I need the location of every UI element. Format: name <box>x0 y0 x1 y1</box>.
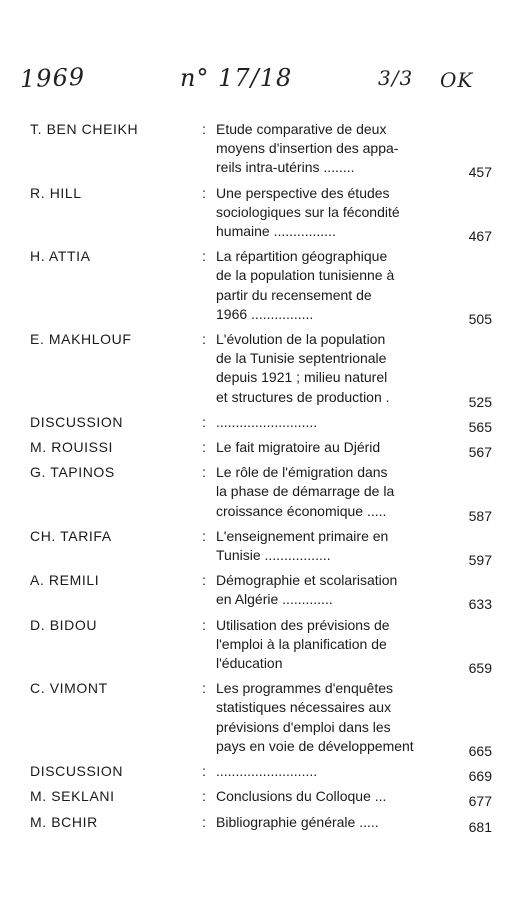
toc-page-number: 567 <box>468 444 492 461</box>
toc-title-line: partir du recensement de <box>216 286 372 303</box>
toc-title-line: pays en voie de développement <box>216 737 414 754</box>
toc-title-line: Etude comparative de deux <box>216 121 387 137</box>
toc-author: H. ATTIA <box>30 248 91 265</box>
toc-title <box>216 438 422 457</box>
toc-title-line: la phase de démarrage de la <box>216 483 395 500</box>
toc-title-line: Le fait migratoire au Djérid <box>216 439 381 456</box>
toc-separator: : <box>202 763 206 780</box>
toc-page-number: 597 <box>468 552 492 569</box>
toc-entry <box>30 787 498 810</box>
toc-separator: : <box>202 813 206 830</box>
handwritten-part: 3/3 <box>378 66 414 90</box>
toc-page-number: 665 <box>468 742 492 759</box>
toc-entry <box>30 616 498 677</box>
toc-separator: : <box>202 616 206 633</box>
toc-separator: : <box>202 413 206 430</box>
toc-title <box>216 184 422 242</box>
toc-author: M. SEKLANI <box>30 788 115 805</box>
toc-author: DISCUSSION <box>30 763 124 780</box>
toc-title-line: L'évolution de la population <box>216 331 386 348</box>
toc-title <box>216 527 422 565</box>
handwritten-ok-mark: OK <box>440 68 474 92</box>
toc-title-line: et structures de production . <box>216 388 390 405</box>
toc-title-line: Tunisie ................. <box>216 547 331 564</box>
toc-page-number: 505 <box>468 310 492 327</box>
toc-title-line: Bibliographie générale ..... <box>216 813 379 830</box>
toc-title <box>216 330 422 407</box>
toc-title-line: L'enseignement primaire en <box>216 527 389 544</box>
toc-page-number: 457 <box>468 164 492 181</box>
toc-author: CH. TARIFA <box>30 527 112 544</box>
toc-title-line: moyens d'insertion des appa- <box>216 140 399 157</box>
toc-author: C. VIMONT <box>30 680 108 697</box>
toc-entry <box>30 762 498 785</box>
toc-entry <box>30 247 498 327</box>
toc-author: G. TAPINOS <box>30 464 115 481</box>
toc-title-line: La répartition géographique <box>216 248 388 265</box>
toc-page-number: 681 <box>468 818 492 835</box>
toc-separator: : <box>202 184 206 201</box>
toc-page-number: 659 <box>468 660 492 677</box>
toc-separator: : <box>202 464 206 481</box>
toc-author: R. HILL <box>30 184 82 201</box>
toc-separator: : <box>202 331 206 348</box>
toc-title-line: l'éducation <box>216 655 283 672</box>
toc-title <box>216 813 422 832</box>
toc-title-line: .......................... <box>216 413 318 430</box>
toc-separator: : <box>202 572 206 589</box>
toc-title-line: reils intra-utérins ........ <box>216 159 355 176</box>
toc-separator: : <box>202 248 206 265</box>
handwritten-year: 1969 <box>19 62 86 94</box>
toc-entry <box>30 413 498 435</box>
toc-title-line: Une perspective des études <box>216 184 390 201</box>
toc-entry <box>30 438 498 461</box>
toc-title <box>216 616 422 674</box>
toc-title-line: Conclusions du Colloque ... <box>216 788 387 805</box>
toc-title-line: Démographie et scolarisation <box>216 572 398 589</box>
toc-title-line: statistiques nécessaires aux <box>216 699 392 716</box>
table-of-contents <box>30 120 498 838</box>
toc-separator: : <box>202 121 206 137</box>
toc-page-number: 467 <box>468 228 492 245</box>
toc-title <box>216 120 422 178</box>
toc-separator: : <box>202 527 206 544</box>
toc-title-line: sociologiques sur la fécondité <box>216 203 400 220</box>
toc-title-line: depuis 1921 ; milieu naturel <box>216 369 388 386</box>
toc-title <box>216 247 422 324</box>
toc-title <box>216 463 422 521</box>
toc-author: D. BIDOU <box>30 616 98 633</box>
toc-title <box>216 762 422 781</box>
handwritten-issue-number: n° 17/18 <box>180 64 293 92</box>
toc-page-number: 525 <box>468 393 492 410</box>
toc-title-line: de la Tunisie septentrionale <box>216 350 387 367</box>
toc-title <box>216 413 422 432</box>
toc-entry <box>30 679 498 759</box>
toc-separator: : <box>202 680 206 697</box>
toc-title-line: en Algérie ............. <box>216 591 333 608</box>
toc-author: M. BCHIR <box>30 813 98 830</box>
toc-title <box>216 571 422 609</box>
toc-entry <box>30 571 498 613</box>
toc-author: M. ROUISSI <box>30 439 114 456</box>
toc-page-number: 633 <box>468 596 492 613</box>
toc-title-line: 1966 ................ <box>216 305 314 322</box>
toc-page-number: 565 <box>468 418 492 435</box>
toc-author: DISCUSSION <box>30 413 124 430</box>
toc-entry <box>30 120 498 181</box>
toc-page-number: 669 <box>468 768 492 785</box>
toc-title-line: humaine ................ <box>216 223 336 240</box>
toc-entry <box>30 813 498 835</box>
toc-author: E. MAKHLOUF <box>30 331 132 348</box>
toc-title-line: Le rôle de l'émigration dans <box>216 464 388 481</box>
toc-author: T. BEN CHEIKH <box>30 121 139 137</box>
toc-title-line: l'emploi à la planification de <box>216 635 387 652</box>
toc-separator: : <box>202 439 206 456</box>
toc-entry <box>30 330 498 410</box>
toc-page-number: 677 <box>468 793 492 810</box>
toc-title-line: .......................... <box>216 763 318 780</box>
toc-entry <box>30 463 498 524</box>
toc-separator: : <box>202 788 206 805</box>
toc-entry <box>30 527 498 569</box>
toc-title-line: Les programmes d'enquêtes <box>216 680 393 697</box>
toc-title <box>216 787 422 806</box>
toc-title <box>216 679 422 756</box>
toc-title-line: croissance économique ..... <box>216 502 387 519</box>
toc-title-line: prévisions d'emploi dans les <box>216 718 391 735</box>
toc-title-line: Utilisation des prévisions de <box>216 616 390 633</box>
toc-author: A. REMILI <box>30 572 100 589</box>
toc-page-number: 587 <box>468 507 492 524</box>
toc-title-line: de la population tunisienne à <box>216 267 395 284</box>
toc-entry <box>30 184 498 245</box>
